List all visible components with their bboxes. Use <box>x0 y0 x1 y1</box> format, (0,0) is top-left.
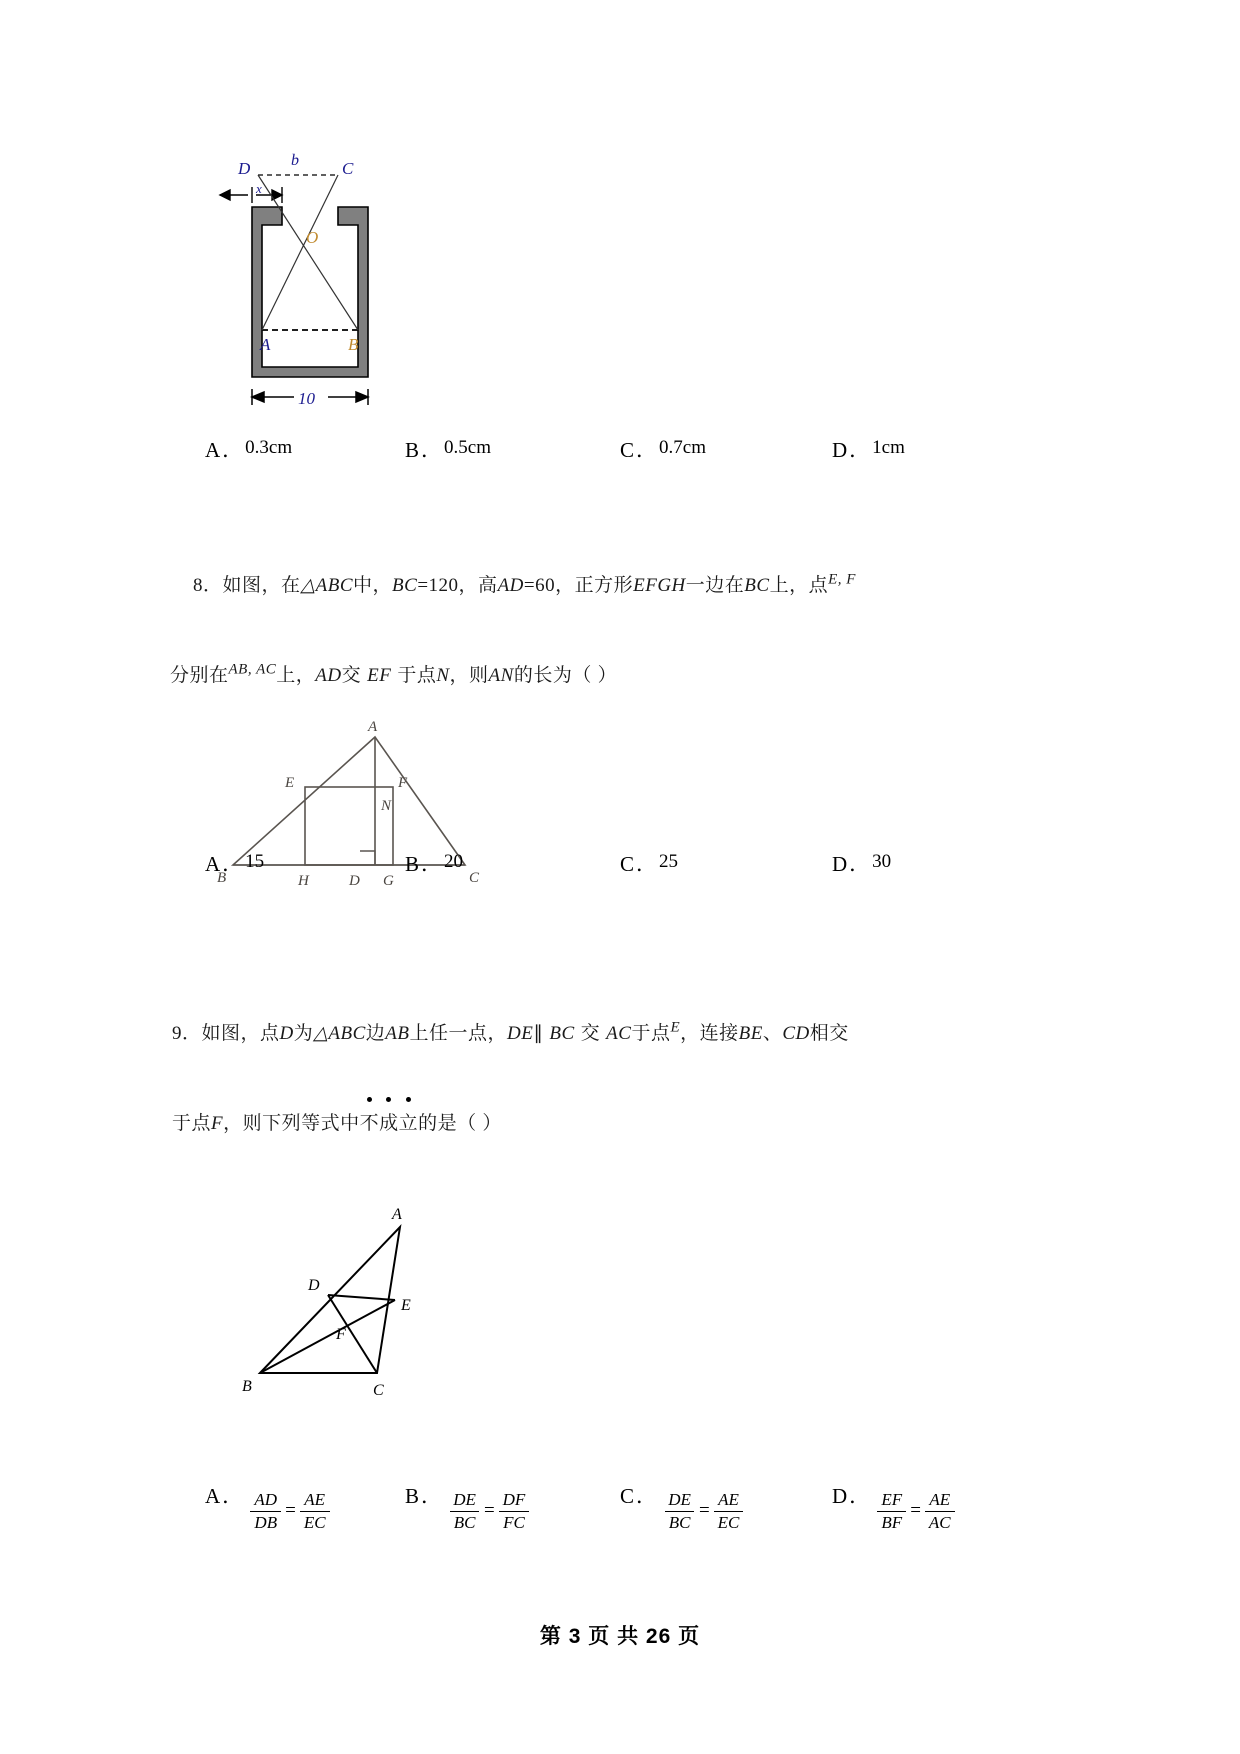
q8l2-math-ad: AD <box>315 665 342 686</box>
option-b-label: B <box>405 1484 420 1508</box>
figure7-label-b: b <box>291 152 299 169</box>
figure8-label-E: E <box>285 775 295 791</box>
figure9-label-A: A <box>392 1206 402 1223</box>
q8-text-2: 中， <box>353 575 393 596</box>
q8-math-bc-val: =120 <box>417 575 459 596</box>
question9-options <box>0 1480 1240 1540</box>
option-a-dot: ． <box>222 438 244 462</box>
figure8-label-B: B <box>217 870 227 886</box>
x-dimension <box>220 187 282 203</box>
figure8-label-H: H <box>298 873 309 889</box>
option-b-dot: ． <box>421 852 443 876</box>
q9-text-1: 如图，点 <box>201 1023 280 1044</box>
option-d-dot: ． <box>849 1484 871 1508</box>
option-b-equation <box>449 1490 529 1532</box>
option-b-value: 20 <box>444 851 464 872</box>
option-a-right-fraction <box>300 1490 330 1532</box>
q8-math-ad-val: =60 <box>523 575 556 596</box>
option-a-dot: ． <box>222 1484 244 1508</box>
question8-options <box>0 848 1240 888</box>
option-b-label: B <box>405 438 420 462</box>
figure9-label-D: D <box>308 1277 320 1294</box>
q9-text-9: 相交 <box>809 1023 849 1044</box>
option-c-right-fraction <box>714 1490 744 1532</box>
q9-math-ab: AB <box>385 1023 410 1044</box>
option-b-dot: ． <box>421 1484 443 1508</box>
q8l2-text-6: 的长为（ ） <box>513 665 618 686</box>
option-d-dot: ． <box>849 852 871 876</box>
option-c-dot: ． <box>636 1484 658 1508</box>
option-c-dot: ． <box>636 438 658 462</box>
emphasis-dots <box>360 1097 419 1102</box>
option-d-label: D <box>832 438 848 462</box>
option-c-value: 25 <box>659 851 679 872</box>
q9-math-ac: AC <box>606 1023 632 1044</box>
option-c-label: C <box>620 1484 635 1508</box>
q8l2-math-ef: EF <box>367 665 392 686</box>
q8-math-ad: AD <box>497 575 524 596</box>
option-d-label: D <box>832 1484 848 1508</box>
question7-figure <box>190 145 420 415</box>
option-c-label: C <box>620 438 635 462</box>
option-c-label: C <box>620 852 635 876</box>
question9-option-d[interactable] <box>832 1480 955 1530</box>
option-b-left-denominator: BC <box>450 1511 480 1533</box>
q8l2-text-1: 分别在 <box>170 665 229 686</box>
option-a-left-fraction <box>250 1490 281 1532</box>
option-c-dot: ． <box>636 852 658 876</box>
question9-number-dot: ． <box>182 1023 202 1044</box>
figure8-label-D: D <box>349 873 360 889</box>
q9-text-5: 交 <box>580 1023 601 1044</box>
figure7-label-width: 10 <box>298 389 315 408</box>
q9-math-e: E <box>670 1019 681 1036</box>
option-d-left-numerator: EF <box>881 1490 903 1509</box>
option-b-equals: = <box>483 1500 495 1522</box>
option-c-equals: = <box>698 1500 710 1522</box>
question7-option-d[interactable] <box>832 434 905 464</box>
q9l2-emphasis <box>360 1113 419 1134</box>
q8-text-5: 一边在 <box>685 575 745 596</box>
option-a-value: 0.3cm <box>245 437 293 458</box>
question7-option-b[interactable] <box>405 434 491 464</box>
question8-number-dot: ． <box>203 575 223 596</box>
q8-math-abc: △ABC <box>300 575 354 596</box>
option-a-equals: = <box>285 1500 296 1522</box>
q9l2-text-2: ，则下列等式中 <box>223 1113 360 1134</box>
q9-text-2: 为 <box>293 1023 314 1044</box>
figure7-label-A: A <box>260 335 271 354</box>
option-b-left-numerator: DE <box>453 1490 476 1509</box>
question9-stem-line1 <box>172 1018 849 1045</box>
option-c-value: 0.7cm <box>659 437 706 458</box>
question8-stem-line2 <box>170 660 617 687</box>
figure7-label-O: O <box>306 228 319 247</box>
question7-options <box>0 434 1240 474</box>
q9l2-emph-text: 不成立 <box>359 1113 419 1134</box>
q9-math-de: DE <box>507 1023 534 1044</box>
option-b-dot: ． <box>421 438 443 462</box>
option-d-value: 1cm <box>872 437 905 458</box>
q8l2-math-n: N <box>436 665 450 686</box>
option-a-right-denominator: EC <box>300 1511 330 1533</box>
figure8-label-C: C <box>469 870 480 886</box>
option-d-dot: ． <box>849 438 871 462</box>
option-a-dot: ． <box>222 852 244 876</box>
option-d-label: D <box>832 852 848 876</box>
q9-text-7: ，连接 <box>680 1023 739 1044</box>
option-c-equation <box>664 1490 743 1532</box>
question8-option-a[interactable] <box>205 848 264 878</box>
q8l2-math-an: AN <box>488 665 514 686</box>
q9l2-text-3: 的是（ ） <box>418 1113 502 1134</box>
q8-text-6: 上，点 <box>769 575 829 596</box>
q8-text-4: ，正方形 <box>555 575 634 596</box>
option-a-left-denominator: DB <box>250 1511 281 1533</box>
q9-math-abc: △ABC <box>313 1023 366 1044</box>
figure9-label-F: F <box>336 1326 346 1343</box>
figure8-label-G: G <box>383 873 394 889</box>
figure7-label-D: D <box>238 159 251 178</box>
q9l2-text-1: 于点 <box>172 1113 212 1134</box>
option-a-left-numerator: AD <box>254 1490 278 1509</box>
q8-math-bc: BC <box>392 575 418 596</box>
figure8-label-N: N <box>381 798 392 814</box>
q8-text-3: ，高 <box>458 575 498 596</box>
figure8-label-A: A <box>368 719 378 735</box>
option-d-left-fraction <box>877 1490 906 1532</box>
option-a-equation <box>250 1490 329 1532</box>
question9-option-a[interactable] <box>205 1480 330 1530</box>
option-d-equals: = <box>910 1500 921 1522</box>
question9-number: 9 <box>172 1023 182 1044</box>
segment-DE <box>328 1295 395 1300</box>
option-b-right-numerator: DF <box>502 1490 526 1509</box>
option-c-left-denominator: BC <box>665 1511 695 1533</box>
figure9-label-E: E <box>401 1297 411 1314</box>
q8l2-text-4: 于点 <box>397 665 437 686</box>
q9-math-be: BE <box>738 1023 763 1044</box>
question7-option-a[interactable] <box>205 434 292 464</box>
q8-math-bc2: BC <box>744 575 770 596</box>
option-c-left-fraction <box>664 1490 695 1532</box>
option-b-right-denominator: FC <box>499 1511 529 1533</box>
q8-text-1: 如图，在 <box>222 575 301 596</box>
question9-stem-line2 <box>172 1108 502 1135</box>
option-b-value: 0.5cm <box>444 437 491 458</box>
segment-BE <box>260 1300 395 1373</box>
option-a-right-numerator: AE <box>304 1490 326 1509</box>
question8-option-b[interactable] <box>405 848 463 878</box>
figure7-label-x: x <box>256 181 262 196</box>
question8-number: 8 <box>193 575 203 596</box>
option-d-right-fraction <box>925 1490 955 1532</box>
question9-figure <box>240 1205 500 1405</box>
option-b-left-fraction <box>449 1490 480 1532</box>
q9-math-bc: BC <box>549 1023 575 1044</box>
q8-math-ef-points: E, F <box>828 571 856 588</box>
option-b-right-fraction <box>499 1490 530 1532</box>
option-c-right-denominator: EC <box>714 1511 744 1533</box>
question8-option-c[interactable] <box>620 848 678 878</box>
question8-stem-line1 <box>193 570 856 597</box>
option-c-left-numerator: DE <box>668 1490 691 1509</box>
option-a-value: 15 <box>245 851 265 872</box>
figure9-label-C: C <box>373 1382 384 1399</box>
q8l2-math-ab-ac: AB, AC <box>228 661 277 678</box>
question9-option-c[interactable] <box>620 1480 743 1530</box>
option-d-left-denominator: BF <box>877 1511 906 1533</box>
q9-text-6: 于点 <box>631 1023 671 1044</box>
option-a-label: A <box>205 1484 221 1508</box>
question8-option-d[interactable] <box>832 848 891 878</box>
q9-math-cd: CD <box>782 1023 810 1044</box>
triangle-abc <box>233 737 465 865</box>
q8-math-efgh: EFGH <box>633 575 686 596</box>
q9-text-8: 、 <box>762 1023 783 1044</box>
figure9-label-B: B <box>242 1378 252 1395</box>
option-a-label: A <box>205 438 221 462</box>
figure7-label-C: C <box>342 159 354 178</box>
figure8-label-F: F <box>398 775 408 791</box>
q9-text-4: 上任一点， <box>409 1023 508 1044</box>
q9l2-math-f: F <box>211 1113 224 1134</box>
option-b-label: B <box>405 852 420 876</box>
option-d-right-numerator: AE <box>929 1490 951 1509</box>
q8l2-text-3: 交 <box>341 665 362 686</box>
option-d-value: 30 <box>872 851 892 872</box>
figure7-label-B: B <box>348 335 359 354</box>
option-d-right-denominator: AC <box>925 1511 955 1533</box>
question7-option-c[interactable] <box>620 434 706 464</box>
q8l2-text-2: 上， <box>276 665 316 686</box>
q9-math-d: D <box>279 1023 294 1044</box>
option-c-right-numerator: AE <box>718 1490 739 1509</box>
option-a-label: A <box>205 852 221 876</box>
page-footer: 第 3 页 共 26 页 <box>539 1625 701 1648</box>
q9-parallel-symbol: ∥ <box>533 1023 544 1044</box>
q9-text-3: 边 <box>365 1023 386 1044</box>
question9-option-b[interactable] <box>405 1480 529 1530</box>
q8l2-text-5: ，则 <box>449 665 489 686</box>
option-d-equation <box>877 1490 954 1532</box>
